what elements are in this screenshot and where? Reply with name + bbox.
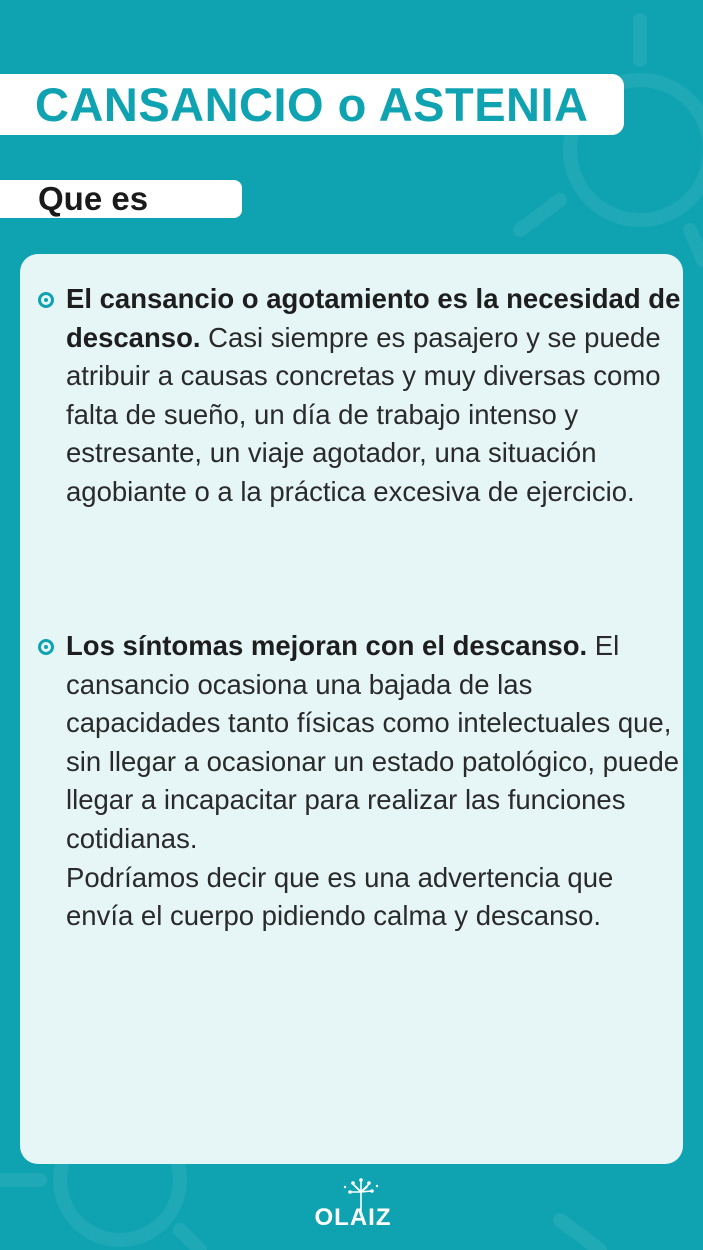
bullet-bold-text: Los síntomas mejoran con el descanso. xyxy=(66,630,588,661)
subtitle-banner xyxy=(0,180,242,218)
bullet-body-text: El cansancio ocasiona una bajada de las capacidades tanto físicas como intelectuales que, sin llegar a ocasionar un estado patológico, puede llegar a incapacitar para realizar las funciones cotidianas. xyxy=(66,630,680,854)
title-banner xyxy=(0,74,624,135)
section-subtitle: Que es xyxy=(38,180,149,217)
bullet-body-text-2: Podríamos decir que es una advertencia que envía el cuerpo pidiendo calma y descanso. xyxy=(66,861,614,932)
circle-bullet-icon xyxy=(38,639,54,655)
olaiz-logo xyxy=(307,1178,399,1234)
bullet-paragraph xyxy=(66,280,681,512)
page-title: CANSANCIO o ASTENIA xyxy=(35,78,589,131)
logo-text: OLAIZ xyxy=(314,1204,392,1231)
bullet-body-text: Casi siempre es pasajero y se puede atribuir a causas concretas y muy diversas como falta de sueño, un día de trabajo intenso y estresante, un viaje agotador, una situación agobiante o a la práctica excesiva de ejercicio. xyxy=(66,321,661,507)
circle-bullet-icon xyxy=(38,292,54,308)
bullet-bold-text: El cansancio o agotamiento es la necesidad de descanso. xyxy=(66,283,681,353)
bullet-paragraph xyxy=(66,627,681,936)
content-card xyxy=(20,254,683,1164)
